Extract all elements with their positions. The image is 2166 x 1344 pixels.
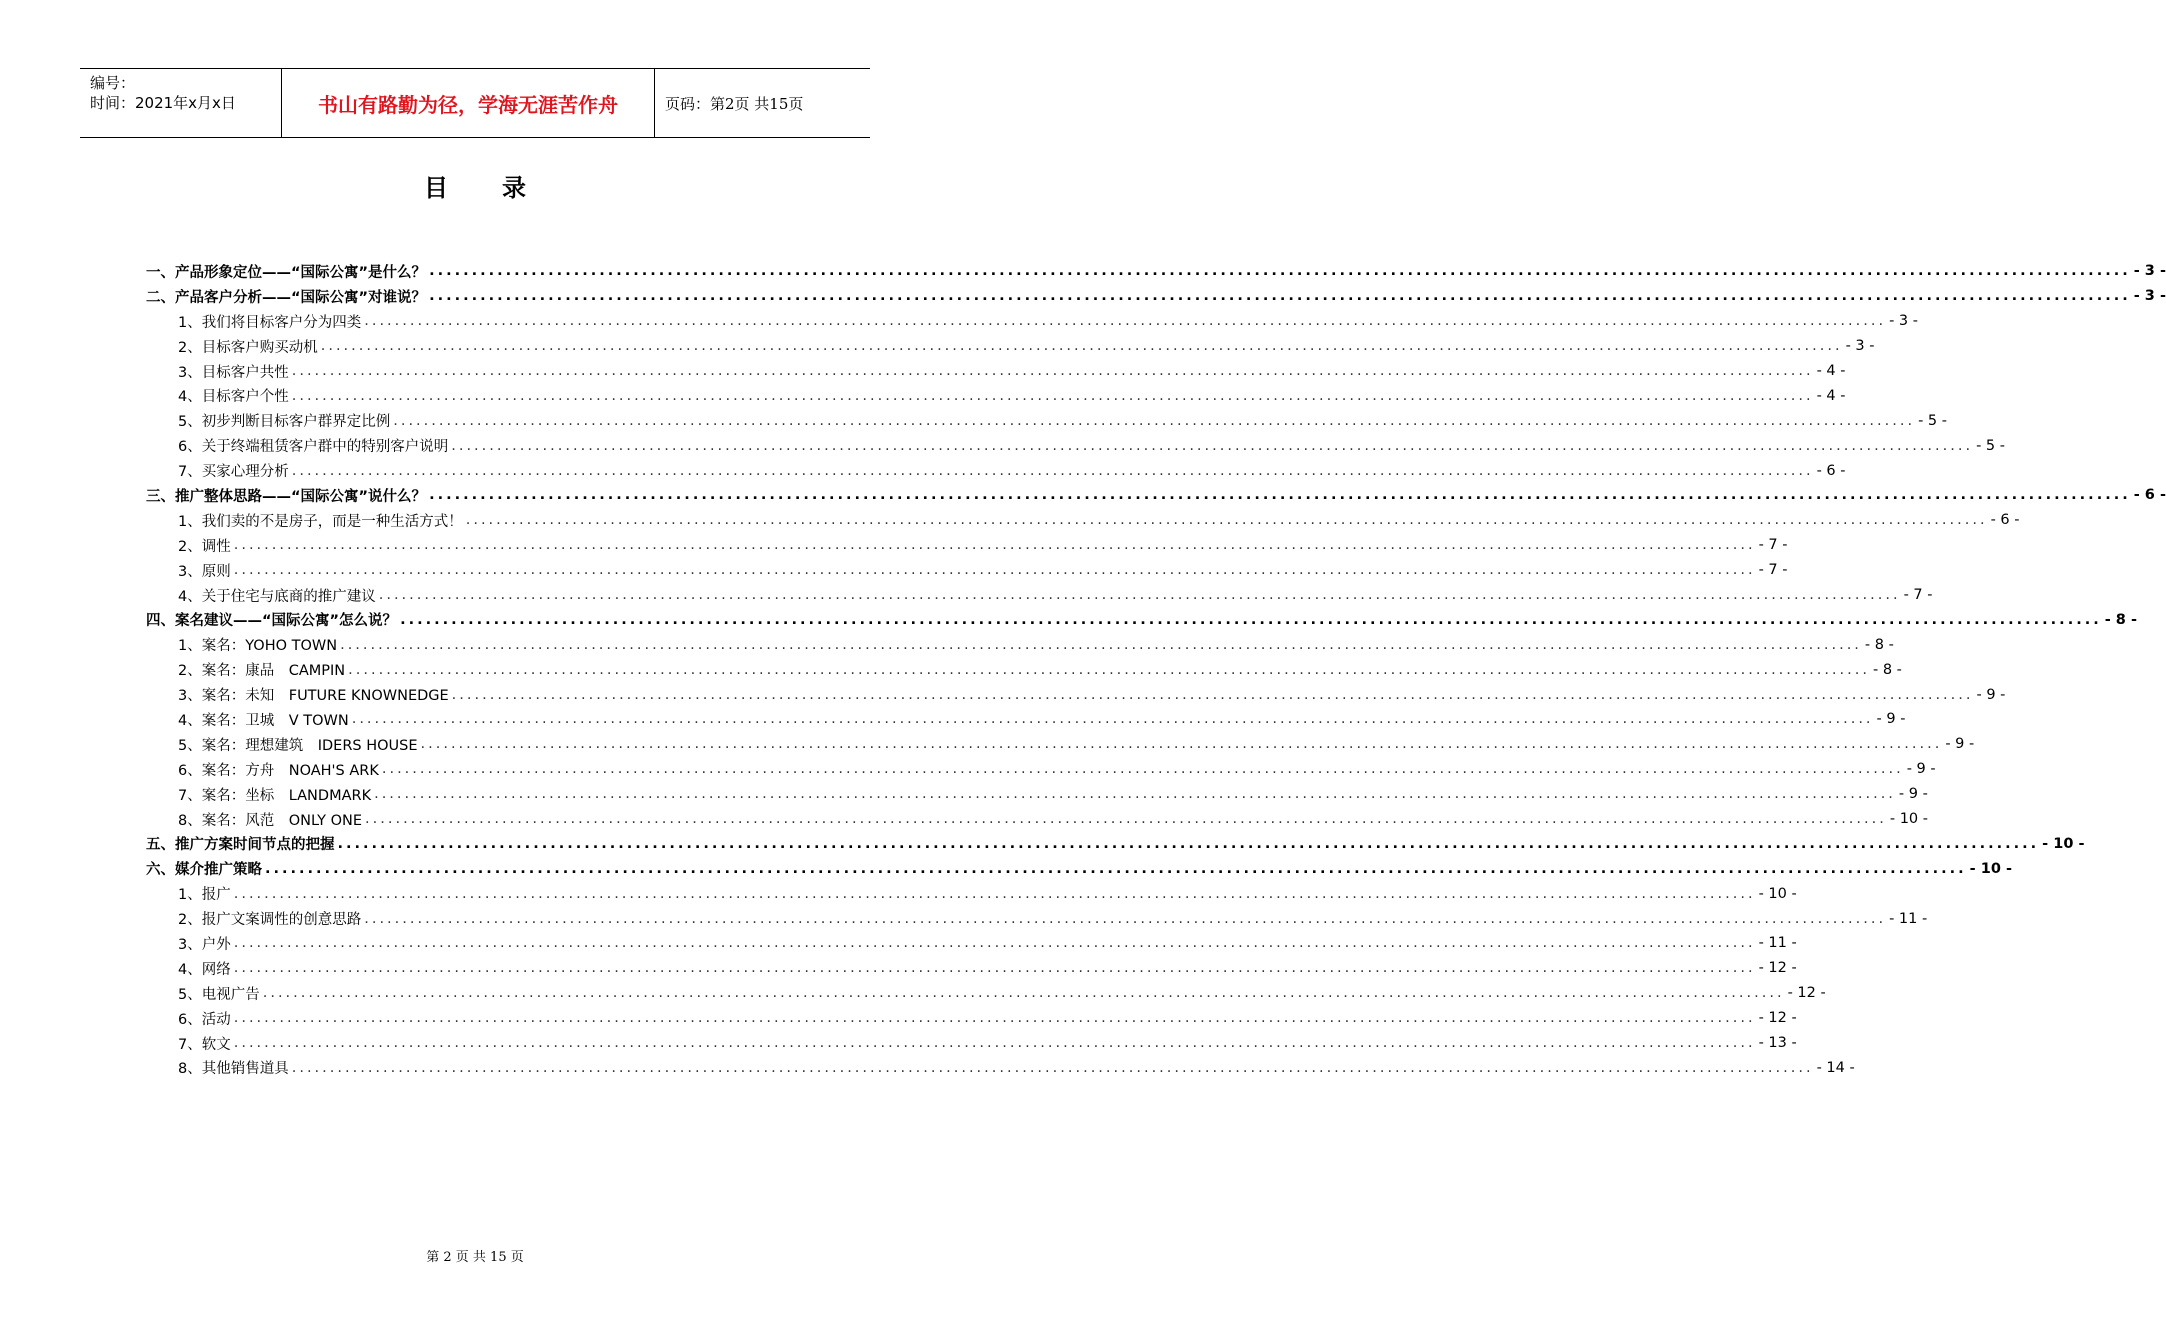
toc-entry[interactable] <box>146 657 1902 682</box>
toc-entry[interactable] <box>146 433 2005 458</box>
toc-entry-page: - 9 - <box>1976 686 2006 703</box>
toc-entry[interactable] <box>146 1031 1797 1056</box>
toc-entry-title: 3、户外 <box>178 936 231 953</box>
toc-entry-title: 7、买家心理分析 <box>178 464 289 481</box>
toc-entry[interactable] <box>146 607 2137 632</box>
toc-entry[interactable] <box>146 782 1928 807</box>
toc-entry-title: 二、产品客户分析——“国际公寓”对谁说？ <box>146 289 427 306</box>
toc-leader-dots: ........................................................................................................................................................................................................ <box>233 1035 1756 1052</box>
toc-entry[interactable] <box>146 383 1846 408</box>
toc-entry[interactable] <box>146 707 1906 732</box>
toc-leader-dots: ........................................................................................................................................................................................................ <box>233 935 1756 952</box>
toc-entry-page: - 10 - <box>1969 860 2012 877</box>
toc-entry[interactable] <box>146 533 1788 558</box>
toc-entry-title: 7、软文 <box>178 1036 231 1053</box>
toc-entry-page: - 6 - <box>2133 487 2166 504</box>
toc-entry-title: 5、初步判断目标客户群界定比例 <box>178 414 391 431</box>
toc-entry-page: - 8 - <box>1872 661 1902 678</box>
toc-leader-dots: ........................................................................................................................................................................................................ <box>233 537 1756 554</box>
toc-entry[interactable] <box>146 732 1975 757</box>
toc-entry-title: 1、我们将目标客户分为四类 <box>178 314 362 331</box>
page-footer: 第 2 页 共 15 页 <box>426 1250 524 1265</box>
toc-entry-title: 一、产品形象定位——“国际公寓”是什么？ <box>146 264 427 281</box>
toc-entry-page: - 4 - <box>1816 387 1846 404</box>
toc-entry-page: - 11 - <box>1758 935 1797 952</box>
toc-entry-title: 3、目标客户共性 <box>178 364 289 381</box>
toc-entry-title: 六、媒介推广策略 <box>146 862 262 879</box>
toc-entry[interactable] <box>146 284 2166 309</box>
toc-entry-page: - 5 - <box>1918 412 1947 429</box>
header-meta <box>80 69 282 137</box>
toc-entry[interactable] <box>146 881 1797 906</box>
toc-leader-dots: ........................................................................................................................................................................................................ <box>291 462 1814 479</box>
toc-entry-page: - 3 - <box>1889 313 1918 330</box>
toc-entry[interactable] <box>146 408 1947 433</box>
toc-entry-title: 6、关于终端租赁客户群中的特别客户说明 <box>178 439 449 456</box>
toc-leader-dots: ........................................................................................................................................................................................................ <box>233 1010 1756 1027</box>
toc-entry-title: 2、目标客户购买动机 <box>178 339 318 356</box>
toc-entry-title: 4、案名：卫城 V TOWN <box>178 712 349 729</box>
toc-entry-page: - 12 - <box>1758 960 1797 977</box>
toc-leader-dots: ........................................................................................................................................................................................................ <box>233 885 1756 902</box>
toc-entry[interactable] <box>146 334 1875 359</box>
toc-entry[interactable] <box>146 831 2085 856</box>
toc-leader-dots: ........................................................................................................................................................................................................ <box>337 835 2040 852</box>
toc-entry-page: - 7 - <box>1903 587 1933 604</box>
toc-entry-page: - 9 - <box>1945 736 1975 753</box>
toc-entry[interactable] <box>146 259 2166 284</box>
toc-entry[interactable] <box>146 807 1928 832</box>
toc-entry-page: - 3 - <box>1845 338 1875 355</box>
toc-leader-dots: ........................................................................................................................................................................................................ <box>381 761 1904 778</box>
toc-entry-title: 2、报广文案调性的创意思路 <box>178 912 362 929</box>
toc-entry-title: 1、我们卖的不是房子，而是一种生活方式！ <box>178 513 463 530</box>
toc-entry-page: - 3 - <box>2133 263 2166 280</box>
toc-leader-dots: ........................................................................................................................................................................................................ <box>364 910 1887 927</box>
toc-entry-page: - 4 - <box>1816 363 1846 379</box>
title-char-1: 目 <box>424 174 448 202</box>
toc-entry-page: - 9 - <box>1876 711 1906 728</box>
header-page-info: 页码：第2页 共15页 <box>665 94 804 113</box>
toc-leader-dots: ........................................................................................................................................................................................................ <box>340 636 1862 653</box>
toc-entry-page: - 6 - <box>1990 512 2020 529</box>
toc-leader-dots: ........................................................................................................................................................................................................ <box>451 437 1974 454</box>
toc-leader-dots: ........................................................................................................................................................................................................ <box>378 587 1901 604</box>
toc-entry[interactable] <box>146 1006 1797 1031</box>
toc-entry[interactable] <box>146 359 1846 384</box>
toc-entry-page: - 9 - <box>1906 761 1936 778</box>
toc-entry-page: - 13 - <box>1758 1035 1797 1052</box>
toc-leader-dots: ........................................................................................................................................................................................................ <box>451 686 1974 703</box>
toc-entry[interactable] <box>146 931 1797 956</box>
toc-entry-title: 6、活动 <box>178 1011 231 1028</box>
toc-entry-page: - 10 - <box>1758 885 1797 902</box>
toc-entry-page: - 6 - <box>1816 462 1846 479</box>
table-of-contents <box>146 259 2166 1080</box>
toc-leader-dots: ........................................................................................................................................................................................................ <box>262 985 1785 1002</box>
toc-leader-dots: ........................................................................................................................................................................................................ <box>393 412 1916 429</box>
toc-leader-dots: ........................................................................................................................................................................................................ <box>233 562 1756 579</box>
toc-entry-title: 1、报广 <box>178 887 231 904</box>
toc-entry-title: 5、案名：理想建筑 IDERS HOUSE <box>178 737 418 754</box>
toc-leader-dots: ........................................................................................................................................................................................................ <box>351 711 1874 728</box>
toc-entry-title: 2、调性 <box>178 538 231 555</box>
toc-leader-dots: ........................................................................................................................................................................................................ <box>291 363 1814 379</box>
toc-entry-page: - 12 - <box>1758 1010 1797 1027</box>
page-header <box>80 68 870 138</box>
toc-entry[interactable] <box>146 632 1894 657</box>
toc-leader-dots: ........................................................................................................................................................................................................ <box>429 288 2131 305</box>
toc-entry-title: 1、案名：YOHO TOWN <box>178 638 338 655</box>
toc-entry-page: - 9 - <box>1898 786 1928 803</box>
toc-leader-dots: ........................................................................................................................................................................................................ <box>429 487 2131 504</box>
toc-leader-dots: ........................................................................................................................................................................................................ <box>320 338 1843 355</box>
toc-entry[interactable] <box>146 458 1846 483</box>
doc-number-label: 编号： <box>90 74 136 92</box>
toc-entry-title: 8、其他销售道具 <box>178 1061 289 1078</box>
toc-entry-title: 4、目标客户个性 <box>178 389 289 406</box>
toc-entry-page: - 8 - <box>1864 636 1894 653</box>
toc-entry[interactable] <box>146 583 1933 608</box>
toc-leader-dots: ........................................................................................................................................................................................................ <box>374 786 1896 803</box>
toc-entry-page: - 3 - <box>2133 288 2166 305</box>
toc-entry[interactable] <box>146 856 2012 881</box>
toc-entry-page: - 14 - <box>1816 1059 1855 1076</box>
toc-leader-dots: ........................................................................................................................................................................................................ <box>291 387 1814 404</box>
toc-entry[interactable] <box>146 558 1788 583</box>
doc-time-label: 时间：2021年x月x日 <box>90 94 236 112</box>
toc-entry-page: - 7 - <box>1758 562 1788 579</box>
toc-entry-page: - 5 - <box>1976 437 2005 454</box>
toc-entry-page: - 8 - <box>2104 611 2137 628</box>
toc-entry-page: - 7 - <box>1758 537 1788 554</box>
toc-entry-title: 3、案名：未知 FUTURE KNOWNEDGE <box>178 688 449 705</box>
toc-entry[interactable] <box>146 1056 1855 1081</box>
toc-entry-title: 8、案名：风范 ONLY ONE <box>178 812 363 829</box>
toc-leader-dots: ........................................................................................................................................................................................................ <box>465 512 1988 529</box>
toc-entry-page: - 10 - <box>2042 835 2085 852</box>
toc-entry-title: 三、推广整体思路——“国际公寓”说什么？ <box>146 488 427 505</box>
title-char-2: 录 <box>502 174 526 202</box>
toc-entry-title: 4、网络 <box>178 961 231 978</box>
toc-leader-dots: ........................................................................................................................................................................................................ <box>348 661 1870 678</box>
toc-entry-page: - 10 - <box>1889 811 1928 828</box>
toc-leader-dots: ........................................................................................................................................................................................................ <box>364 313 1887 330</box>
toc-entry[interactable] <box>146 483 2166 508</box>
toc-entry-page: - 12 - <box>1787 985 1826 1002</box>
toc-entry[interactable] <box>146 682 2006 707</box>
toc-leader-dots: ........................................................................................................................................................................................................ <box>233 960 1756 977</box>
toc-entry-title: 7、案名：坐标 LANDMARK <box>178 787 372 804</box>
page-title <box>0 168 950 203</box>
toc-entry-title: 四、案名建议——“国际公寓”怎么说？ <box>146 613 398 630</box>
toc-entry[interactable] <box>146 508 2020 533</box>
toc-entry-title: 5、电视广告 <box>178 986 260 1003</box>
header-motto: 书山有路勤为径，学海无涯苦作舟 <box>282 69 655 137</box>
toc-leader-dots: ........................................................................................................................................................................................................ <box>265 860 1967 877</box>
toc-entry-title: 4、关于住宅与底商的推广建议 <box>178 588 376 605</box>
toc-leader-dots: ........................................................................................................................................................................................................ <box>400 611 2102 628</box>
toc-leader-dots: ........................................................................................................................................................................................................ <box>420 736 1943 753</box>
toc-leader-dots: ........................................................................................................................................................................................................ <box>429 263 2131 280</box>
toc-entry-page: - 11 - <box>1889 910 1928 927</box>
toc-entry[interactable] <box>146 309 1918 334</box>
toc-entry[interactable] <box>146 981 1826 1006</box>
toc-leader-dots: ........................................................................................................................................................................................................ <box>365 811 1887 828</box>
toc-leader-dots: ........................................................................................................................................................................................................ <box>291 1059 1814 1076</box>
toc-entry-title: 6、案名：方舟 NOAH'S ARK <box>178 762 379 779</box>
toc-entry-title: 五、推广方案时间节点的把握 <box>146 837 335 854</box>
toc-entry[interactable] <box>146 757 1936 782</box>
toc-entry-title: 2、案名：康品 CAMPIN <box>178 663 346 680</box>
toc-entry-title: 3、原则 <box>178 563 231 580</box>
toc-entry[interactable] <box>146 956 1797 981</box>
toc-entry[interactable] <box>146 906 1928 931</box>
